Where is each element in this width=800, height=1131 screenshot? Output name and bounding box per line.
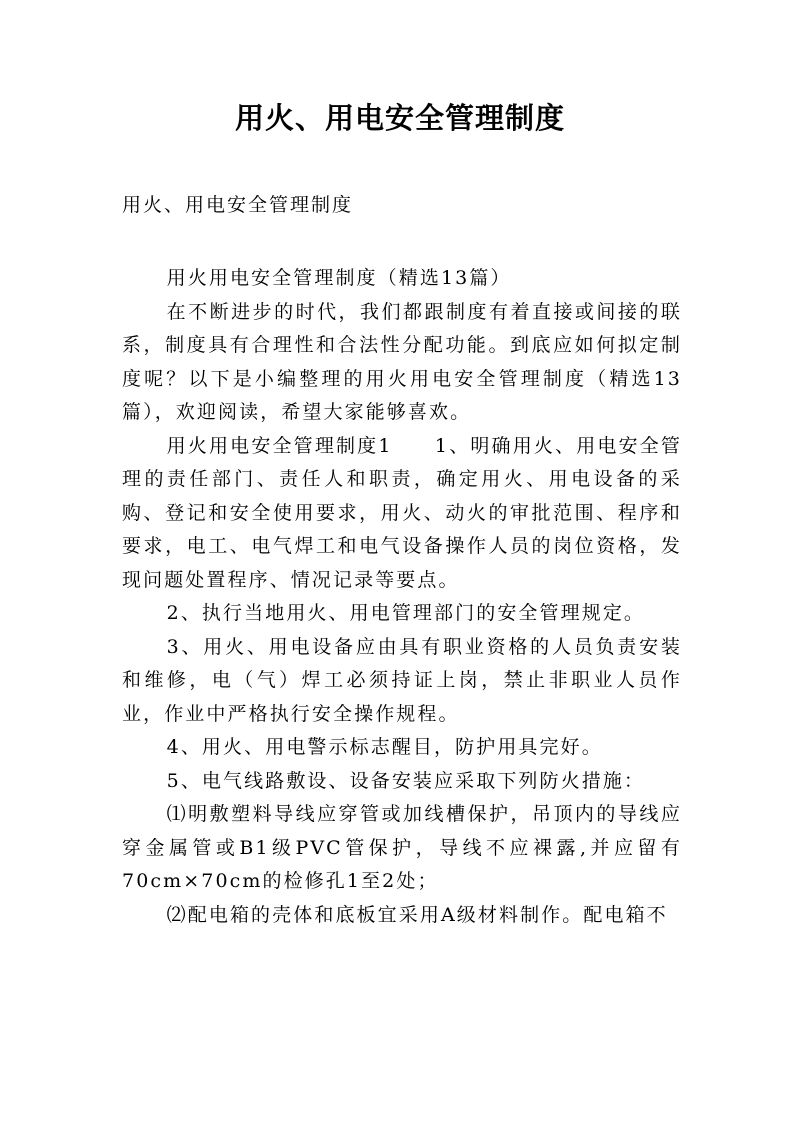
paragraph-item-1: 用火用电安全管理制度1 1、明确用火、用电安全管理的责任部门、责任人和职责，确定用火、用电设备的采购、登记和安全使用要求，用火、动火的审批范围、程序和要求，电工、电气焊工和电气设备操作人员的岗位资格，发现问题处置程序、情况记录等要点。: [122, 434, 682, 591]
paragraph-subitem-2: ⑵配电箱的壳体和底板宜采用A级材料制作。配电箱不: [166, 903, 668, 926]
document-subtitle: 用火、用电安全管理制度: [122, 194, 354, 216]
paragraph-item-3: 3、用火、用电设备应由具有职业资格的人员负责安装和维修，电（气）焊工必须持证上岗，禁止非职业人员作业，作业中严格执行安全操作规程。: [122, 635, 682, 725]
paragraph-subitem-1: ⑴明敷塑料导线应穿管或加线槽保护，吊顶内的导线应穿金属管或B1级PVC管保护，导线不应裸露,并应留有70cm×70cm的检修孔1至2处；: [122, 803, 682, 892]
paragraph-heading: 用火用电安全管理制度（精选13篇）: [166, 267, 512, 289]
paragraph-item-2: 2、执行当地用火、用电管理部门的安全管理规定。: [166, 602, 646, 624]
document-body: [122, 262, 682, 932]
paragraph-intro: 在不断进步的时代，我们都跟制度有着直接或间接的联系，制度具有合理性和合法性分配功能。到底应如何拟定制度呢？以下是小编整理的用火用电安全管理制度（精选13篇），欢迎阅读，希望大家能够喜欢。: [122, 300, 682, 423]
paragraph-item-5: 5、电气线路敷设、设备安装应采取下列防火措施：: [166, 769, 646, 792]
paragraph-item-4: 4、用火、用电警示标志醒目，防护用具完好。: [166, 736, 603, 758]
document-title: 用火、用电安全管理制度: [234, 101, 565, 135]
